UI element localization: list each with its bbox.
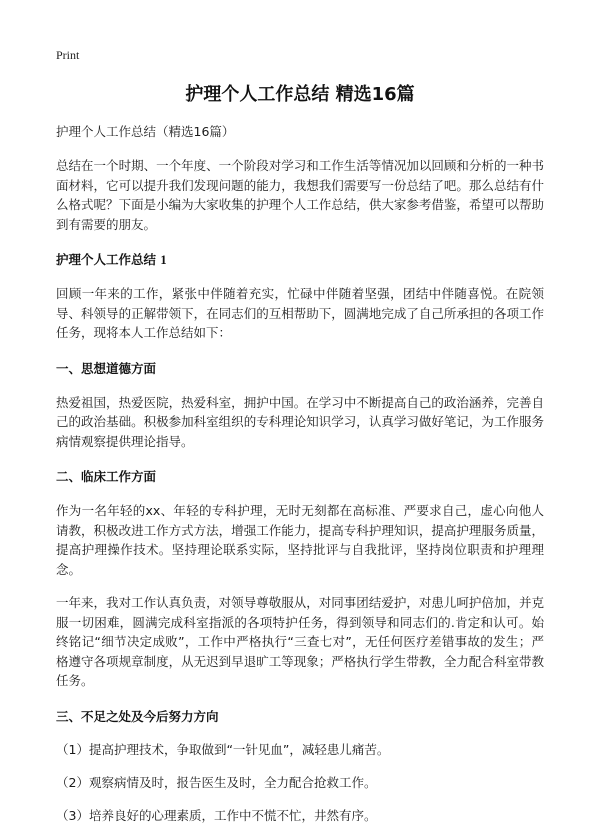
section-ideology-paragraph: 热爱祖国，热爱医院，热爱科室，拥护中国。在学习中不断提高自己的政治涵养，完善自己的政治基础。积极参加科室组织的专科理论知识学习，认真学习做好笔记，为工作服务病情观察提供理论指导。 [56, 394, 544, 449]
improvement-item-1: （1）提高护理技术，争取做到“一针见血”，减轻患儿痛苦。 [56, 741, 390, 757]
article-heading [56, 250, 544, 270]
print-link[interactable]: Print [56, 48, 80, 62]
article-heading-text: 护理个人工作总结 [56, 252, 157, 267]
section-heading-clinical: 二、临床工作方面 [56, 469, 157, 484]
article-intro-paragraph: 回顾一年来的工作，紧张中伴随着充实，忙碌中伴随着坚强，团结中伴随喜悦。在院领导、科领导的正解带领下，在同志们的互相帮助下，圆满地完成了自己所承担的各项工作任务，现将本人工作总结如下： [56, 286, 544, 340]
article-heading-number: 1 [160, 253, 167, 267]
section-heading-improvement: 三、不足之处及今后努力方向 [56, 708, 219, 724]
improvement-item-2: （2）观察病情及时，报告医生及时，全力配合抢救工作。 [56, 774, 377, 790]
document-subtitle: 护理个人工作总结（精选16篇） [56, 124, 235, 139]
intro-paragraph: 总结在一个时期、一个年度、一个阶段对学习和工作生活等情况加以回顾和分析的一种书面材料，它可以提升我们发现问题的能力，我想我们需要写一份总结了吧。那么总结有什么格式呢？下面是小编为大家收集的护理个人工作总结，供大家参考借鉴，希望可以帮助到有需要的朋友。 [56, 158, 544, 232]
section-heading-ideology: 一、思想道德方面 [56, 360, 157, 376]
page-title: 护理个人工作总结 精选16篇 [185, 84, 415, 105]
section-clinical-paragraph-2: 一年来，我对工作认真负责，对领导尊敬服从，对同事团结爱护，对患儿呵护倍加，并克服一切困难，圆满完成科室指派的各项特护任务，得到领导和同志们的.肯定和认可。始终铭记“细节决定成败”，工作中严格执行“三查七对”，无任何医疗差错事故的发生；严格遵守各项规章制度，从无迟到早退旷工等现象；严格执行学生带教，全力配合科室带教任务。 [56, 595, 544, 688]
improvement-item-3: （3）培养良好的心理素质，工作中不慌不忙，井然有序。 [56, 807, 377, 823]
section-clinical-paragraph-1: 作为一名年轻的xx、年轻的专科护理，无时无刻都在高标准、严要求自己，虚心向他人请教，积极改进工作方式方法，增强工作能力，提高专科护理知识，提高护理服务质量，提高护理操作技术。坚持理论联系实际，坚持批评与自我批评，坚持岗位职责和护理理念。 [56, 503, 544, 577]
